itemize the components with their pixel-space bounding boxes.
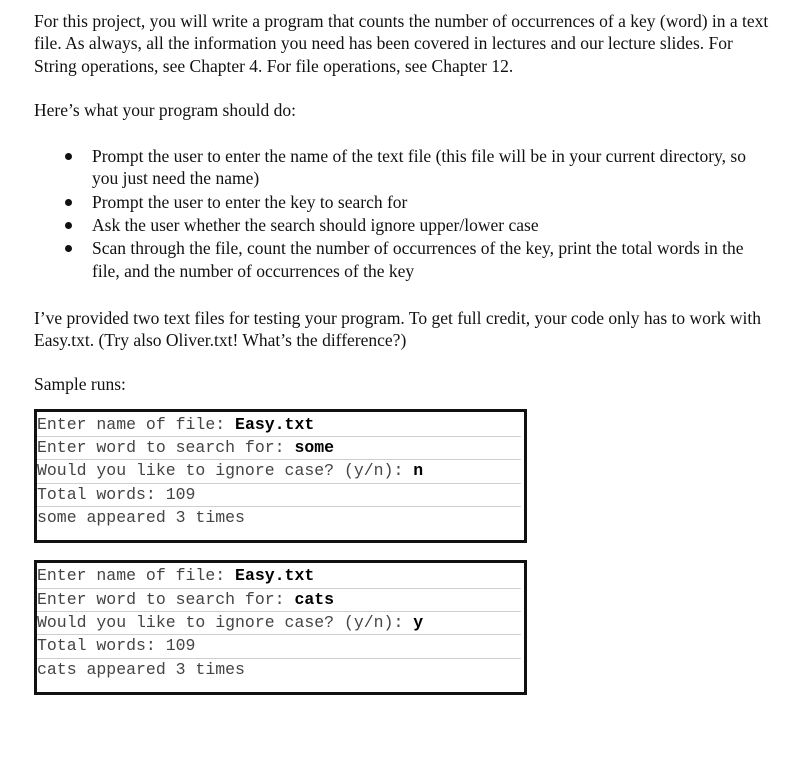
step-text: Prompt the user to enter the key to search for [92, 191, 408, 212]
console-output: Total words: 109 [37, 484, 196, 504]
list-item [34, 214, 774, 236]
console-prompt: Enter word to search for: [37, 589, 295, 609]
steps-heading: Here’s what your program should do: [34, 99, 296, 120]
bullet-icon [65, 199, 72, 206]
console-user-input: Easy.txt [235, 566, 315, 586]
console-line [37, 507, 521, 529]
console-output: Total words: 109 [37, 636, 196, 656]
console-line [37, 437, 521, 460]
console-output: some appeared 3 times [37, 508, 245, 528]
step-text: Ask the user whether the search should ignore upper/lower case [92, 215, 539, 236]
testing-note: I’ve provided two text files for testing your program. To get full credit, your code only has to work with Easy.txt. (Try also Oliver.txt! What’s the difference?) [34, 307, 761, 351]
bullet-icon [65, 153, 72, 160]
sample-run-2 [34, 560, 527, 694]
console-line [37, 635, 521, 658]
bullet-icon [65, 245, 72, 252]
console-user-input: Easy.txt [235, 414, 315, 434]
console-line [37, 484, 521, 507]
steps-list [34, 145, 774, 282]
console-prompt: Enter name of file: [37, 414, 236, 434]
list-item [34, 191, 774, 213]
console-prompt: Enter word to search for: [37, 438, 295, 458]
console-user-input: cats [294, 589, 335, 609]
console-user-input: n [413, 461, 424, 481]
console-line [37, 460, 521, 483]
console-line [37, 659, 521, 681]
console-output: cats appeared 3 times [37, 659, 245, 679]
console-line [37, 612, 521, 635]
list-item [34, 237, 774, 282]
console-prompt: Enter name of file: [37, 566, 236, 586]
step-text: Prompt the user to enter the name of the text file (this file will be in your current directory, so you just need the name) [92, 146, 746, 189]
sample-runs-heading: Sample runs: [34, 373, 126, 394]
console-line [37, 589, 521, 612]
list-item [34, 145, 774, 190]
console-prompt: Would you like to ignore case? (y/n): [37, 612, 414, 632]
console-line [37, 565, 521, 588]
console-user-input: y [413, 612, 424, 632]
step-text: Scan through the file, count the number of occurrences of the key, print the total words in the file, and the number of occurrences of the key [92, 238, 744, 281]
sample-run-1 [34, 409, 527, 543]
console-line [37, 414, 521, 437]
bullet-icon [65, 222, 72, 229]
intro-paragraph: For this project, you will write a program that counts the number of occurrences of a key (word) in a text file. As always, all the information you need has been covered in lectures and our lecture slides. For String operations, see Chapter 4. For file operations, see Chapter 12. [34, 11, 769, 76]
console-user-input: some [294, 438, 335, 458]
console-prompt: Would you like to ignore case? (y/n): [37, 461, 414, 481]
assignment-text [34, 10, 774, 695]
